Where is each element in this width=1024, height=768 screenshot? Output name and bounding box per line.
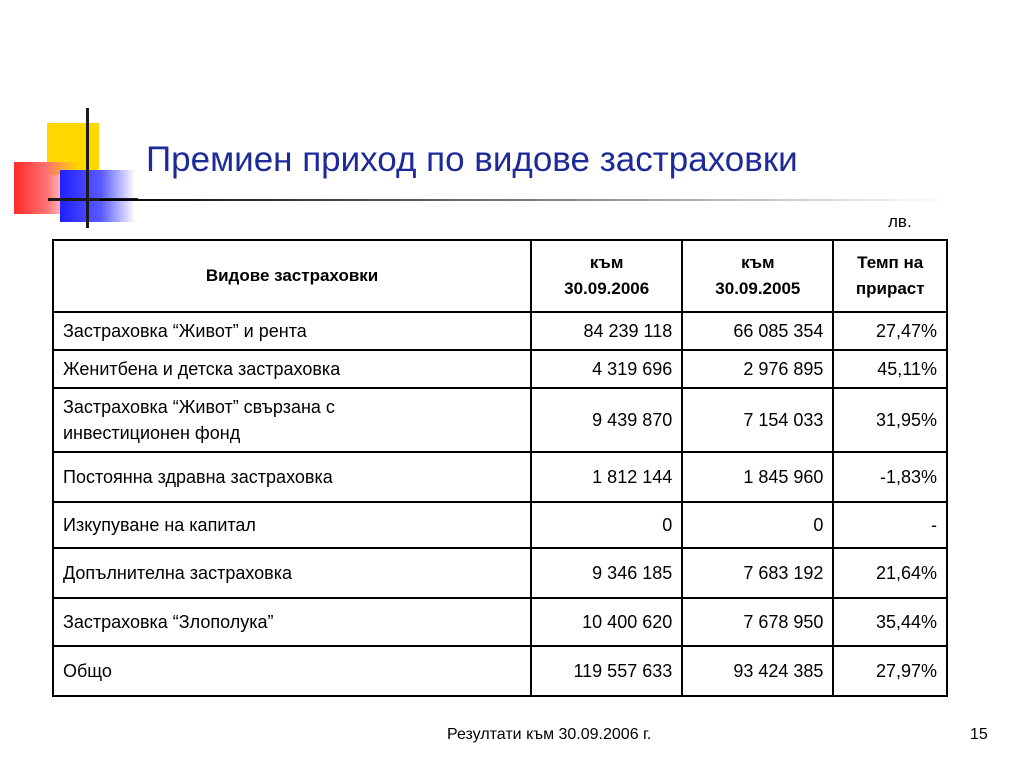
insurance-type-cell [53,598,531,646]
header-text: Видове застраховки [205,266,379,285]
table-row [53,598,947,646]
value-2005-cell: 93 424 385 [682,646,833,696]
table-row [53,646,947,696]
table-row [53,312,947,350]
logo-decoration [0,0,140,240]
growth-rate-cell: 21,64% [833,548,947,598]
insurance-type-text: инвестиционен фонд [63,423,241,443]
growth-rate-cell: 35,44% [833,598,947,646]
growth-rate-cell: 45,11% [833,350,947,388]
title-underline [100,199,948,201]
insurance-type-text: Постоянна здравна застраховка [63,467,333,487]
header-as-of-2005 [682,240,833,312]
value-2006-cell: 0 [531,502,682,548]
header-insurance-types [53,240,531,312]
value-2006-cell: 84 239 118 [531,312,682,350]
insurance-type-text: Застраховка “Злополука” [63,612,274,632]
insurance-type-cell [53,646,531,696]
value-2005-cell: 1 845 960 [682,452,833,502]
growth-rate-cell: 31,95% [833,388,947,452]
logo-vertical-line [86,108,89,228]
header-text: към [589,253,624,272]
premium-income-table [52,239,948,697]
value-2006-cell: 9 439 870 [531,388,682,452]
value-2006-cell: 4 319 696 [531,350,682,388]
header-text: прираст [855,279,925,298]
table-row [53,350,947,388]
value-2005-cell: 66 085 354 [682,312,833,350]
insurance-type-text: Застраховка “Живот” и рента [63,321,307,341]
header-growth-rate [833,240,947,312]
growth-rate-cell: - [833,502,947,548]
table-row [53,548,947,598]
header-text: 30.09.2006 [564,279,650,298]
insurance-type-text: Застраховка “Живот” свързана с [63,397,335,417]
slide-footer: Резултати към 30.09.2006 г. [447,726,652,743]
insurance-type-cell [53,548,531,598]
header-text: 30.09.2005 [715,279,801,298]
table-header-row [53,240,947,312]
insurance-type-cell [53,502,531,548]
insurance-type-text: Допълнителна застраховка [63,563,292,583]
table-row [53,452,947,502]
page-number: 15 [970,726,988,743]
value-2005-cell: 0 [682,502,833,548]
value-2006-cell: 10 400 620 [531,598,682,646]
value-2006-cell: 119 557 633 [531,646,682,696]
insurance-type-cell [53,452,531,502]
value-2005-cell: 7 154 033 [682,388,833,452]
value-2006-cell: 9 346 185 [531,548,682,598]
value-2005-cell: 7 683 192 [682,548,833,598]
value-2005-cell: 7 678 950 [682,598,833,646]
insurance-type-text: Женитбена и детска застраховка [63,359,341,379]
logo-blue-square [60,170,135,222]
table-body [53,312,947,696]
insurance-type-cell [53,312,531,350]
table-row [53,388,947,452]
insurance-type-cell [53,350,531,388]
currency-unit: лв. [888,212,912,231]
value-2005-cell: 2 976 895 [682,350,833,388]
insurance-type-text: Общо [63,661,112,681]
value-2006-cell: 1 812 144 [531,452,682,502]
header-text: Темп на [857,253,924,272]
growth-rate-cell: -1,83% [833,452,947,502]
growth-rate-cell: 27,47% [833,312,947,350]
header-text: към [741,253,775,272]
header-as-of-2006 [531,240,682,312]
insurance-type-text: Изкупуване на капитал [63,515,256,535]
insurance-type-cell [53,388,531,452]
growth-rate-cell: 27,97% [833,646,947,696]
table-row [53,502,947,548]
slide-title: Премиен приход по видове застраховки [146,140,798,179]
